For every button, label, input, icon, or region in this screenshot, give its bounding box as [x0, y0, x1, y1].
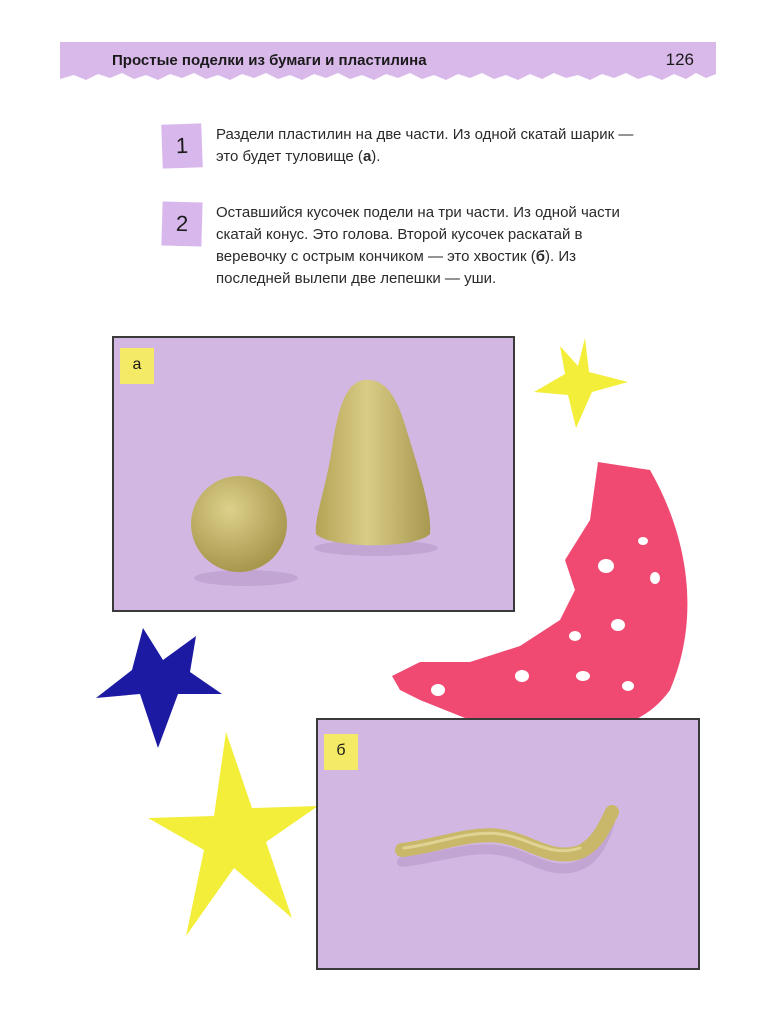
- plasticine-pieces: [114, 338, 514, 610]
- blue-star-icon: [96, 628, 222, 748]
- page-title: Простые поделки из бумаги и пластилина: [112, 52, 427, 69]
- step-text-part: ). Из последней вылепи две лепешки — уши.: [216, 248, 577, 287]
- page-number: 126: [665, 50, 694, 69]
- page-header: [60, 42, 716, 82]
- photo-a: [112, 336, 515, 612]
- photo-label-text: а: [132, 356, 142, 373]
- photo-label-text: б: [336, 742, 346, 759]
- step-text-bold: а: [362, 148, 372, 165]
- yellow-star-large-icon: [148, 732, 318, 936]
- step-number: 1: [175, 132, 189, 159]
- step-number-badge: [161, 201, 202, 246]
- yellow-star-small-icon: [534, 338, 628, 428]
- plasticine-ball: [191, 476, 287, 572]
- step-text-part: Раздели пластилин на две части. Из одной скатай шарик — это будет туловище (: [216, 126, 634, 165]
- plasticine-rope: [318, 720, 698, 968]
- plasticine-cone: [316, 380, 430, 545]
- step-text-part: Оставшийся кусочек подели на три части. Из одной части скатай конус. Это голова. Второй кусочек раскатай в веревочку с острым кончиком — это хвостик (: [216, 204, 620, 265]
- step-instruction: [216, 202, 636, 290]
- step-instruction: [216, 124, 636, 168]
- step-number-badge: [161, 123, 203, 168]
- photo-b: [316, 718, 700, 970]
- step-text-part: ).: [371, 148, 381, 165]
- step-number: 2: [175, 210, 189, 237]
- step-text-bold: б: [535, 248, 546, 265]
